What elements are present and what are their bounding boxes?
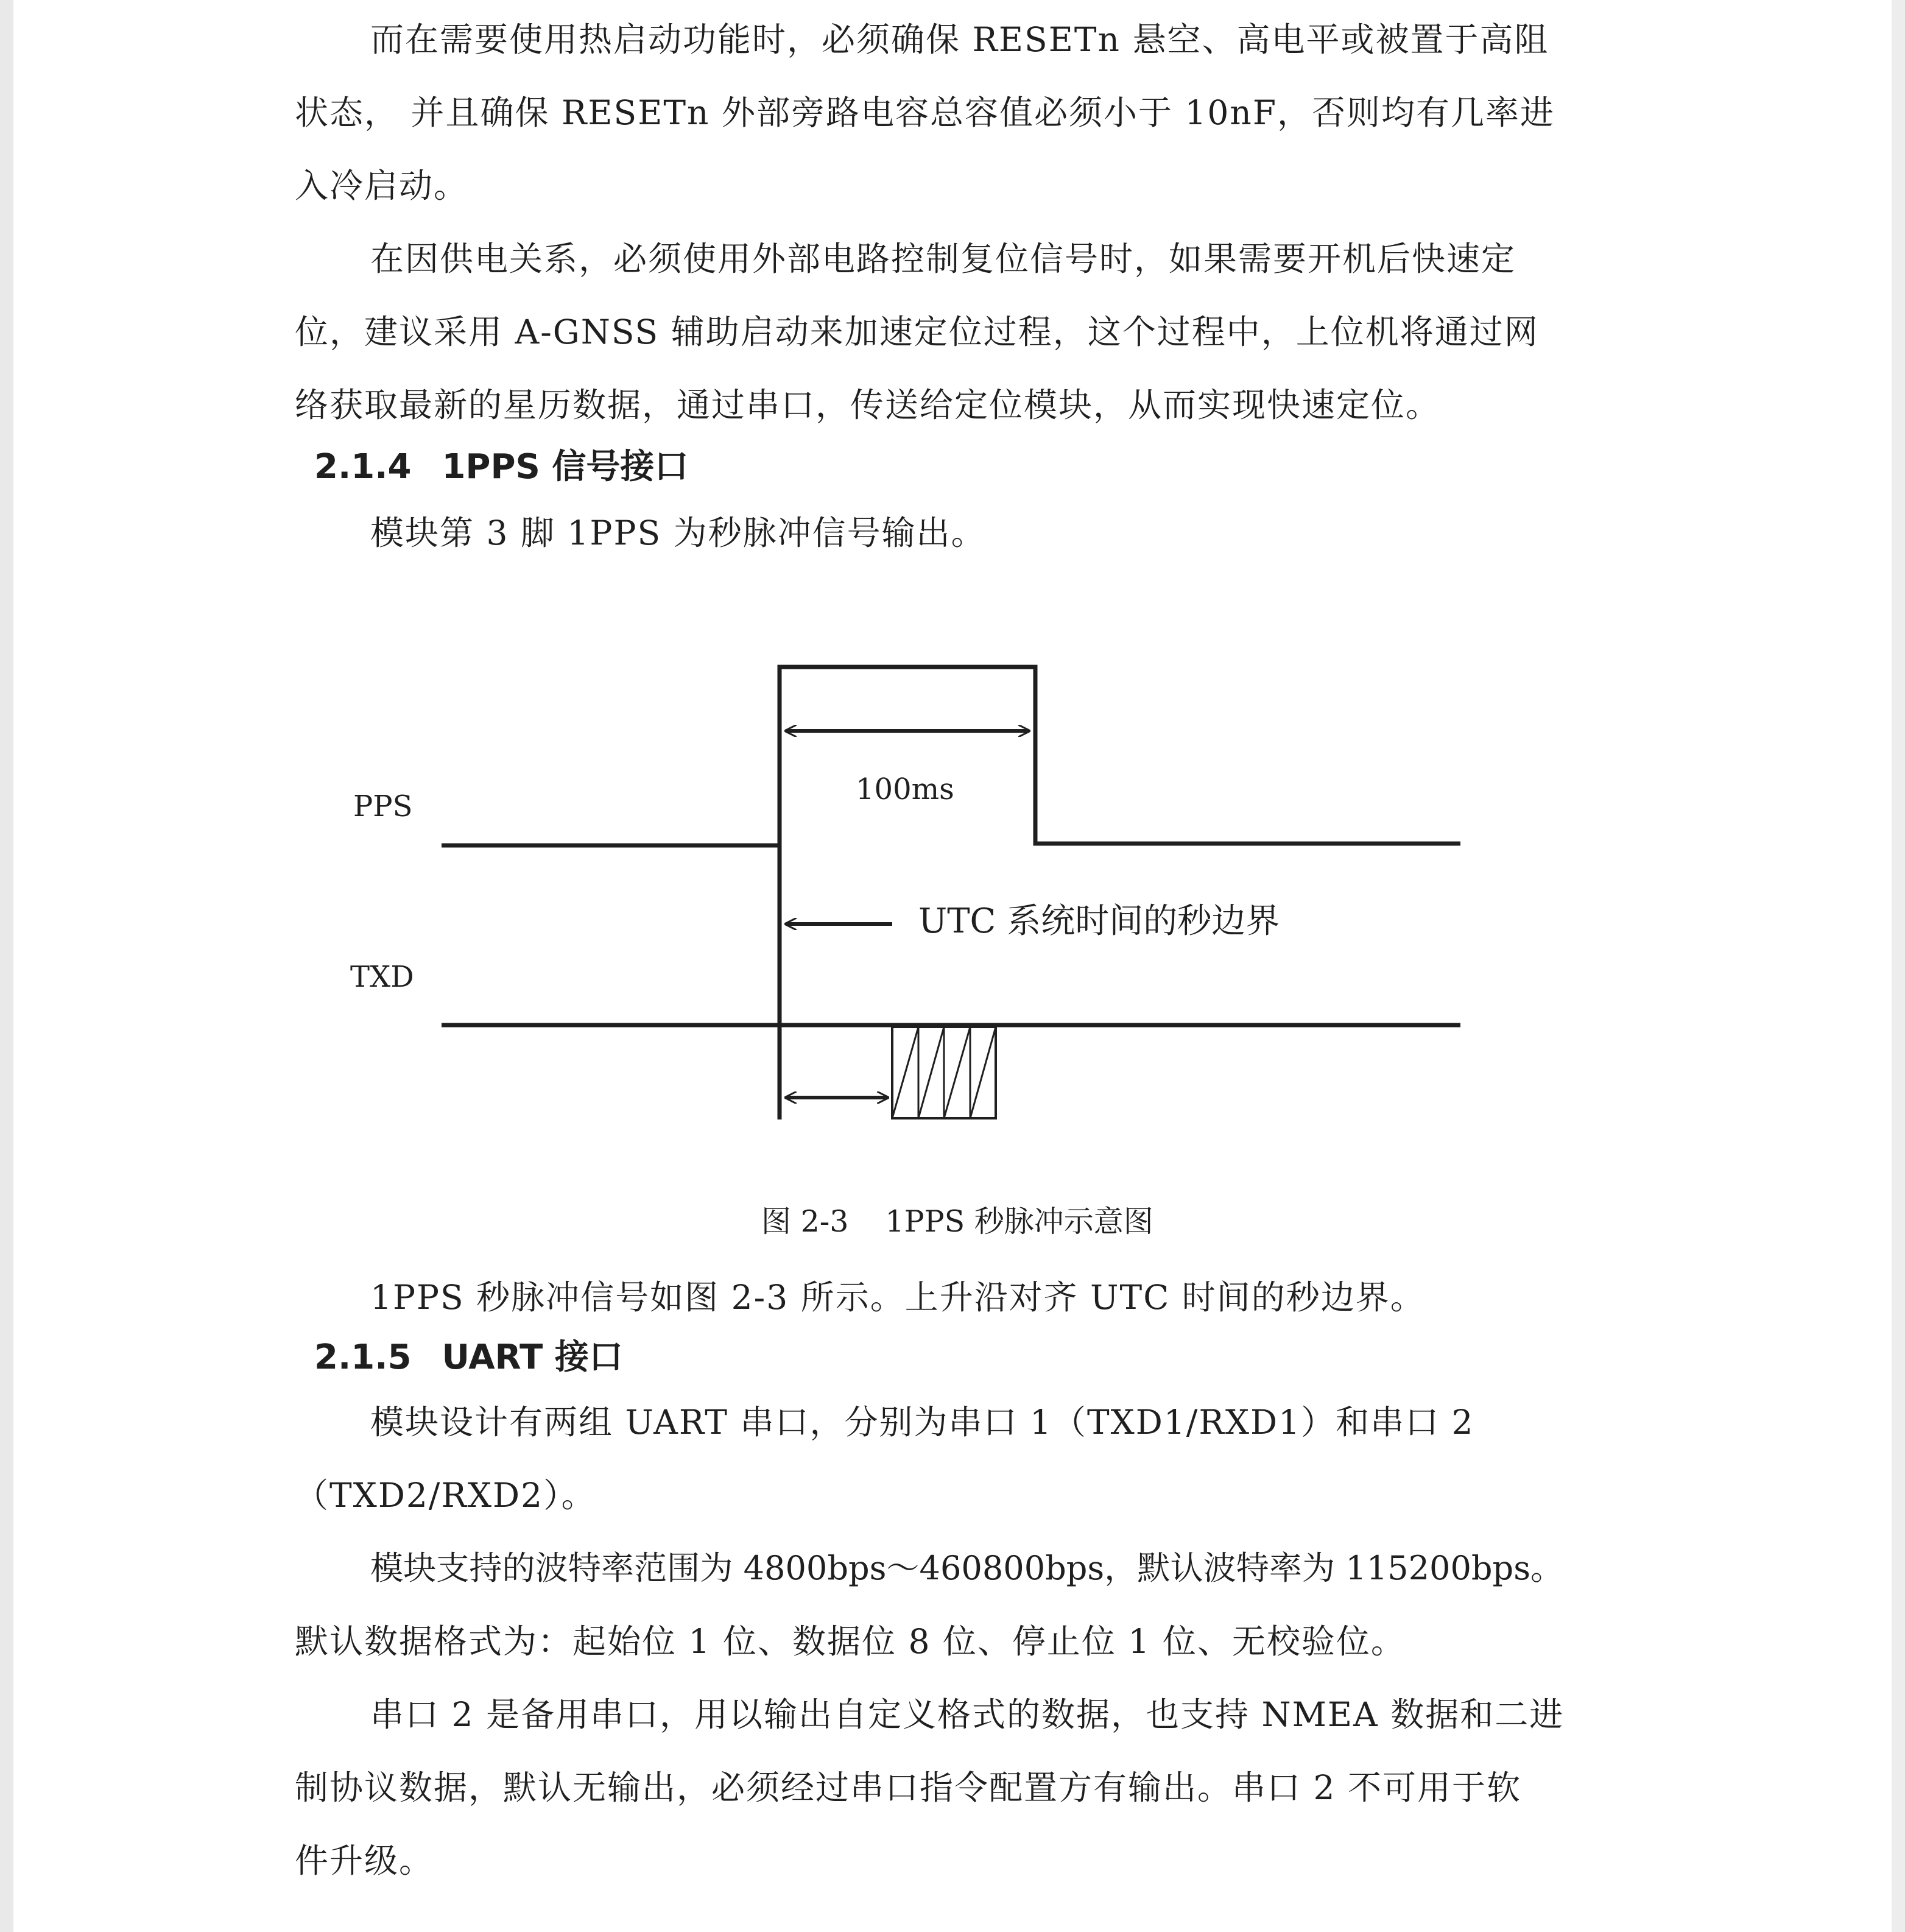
paragraph-5-line-2: （TXD2/RXD2）。 <box>295 1476 596 1515</box>
section-title: UART 接口 <box>442 1338 623 1377</box>
paragraph-2-line-2: 位，建议采用 A-GNSS 辅助启动来加速定位过程，这个过程中，上位机将通过网 <box>295 312 1539 351</box>
paragraph-7-line-1: 串口 2 是备用串口，用以输出自定义格式的数据，也支持 NMEA 数据和二进 <box>370 1695 1565 1734</box>
txd-label: TXD <box>350 960 414 994</box>
pulse-width-label: 100ms <box>856 772 954 806</box>
paragraph-1-line-1: 而在需要使用热启动功能时，必须确保 RESETn 悬空、高电平或被置于高阻 <box>370 20 1549 59</box>
utc-boundary-label: UTC 系统时间的秒边界 <box>918 901 1280 941</box>
paragraph-2-line-3: 络获取最新的星历数据，通过串口，传送给定位模块，从而实现快速定位。 <box>295 386 1441 425</box>
paragraph-3: 模块第 3 脚 1PPS 为秒脉冲信号输出。 <box>370 513 986 552</box>
section-number: 2.1.5 <box>314 1338 412 1377</box>
section-number: 2.1.4 <box>314 447 412 487</box>
txd-data-burst <box>892 1027 996 1118</box>
paragraph-4: 1PPS 秒脉冲信号如图 2-3 所示。上升沿对齐 UTC 时间的秒边界。 <box>370 1278 1425 1317</box>
section-heading-2-1-5 <box>314 1336 623 1379</box>
figure-caption <box>761 1204 1153 1240</box>
paragraph-5-line-1: 模块设计有两组 UART 串口，分别为串口 1（TXD1/RXD1）和串口 2 <box>370 1403 1474 1442</box>
pps-timing-diagram <box>329 640 1498 1151</box>
figure-title: 1PPS 秒脉冲示意图 <box>885 1204 1153 1239</box>
figure-number: 图 2-3 <box>761 1204 849 1239</box>
pps-label: PPS <box>353 789 413 823</box>
pps-waveform <box>442 667 1460 845</box>
paragraph-2-line-1: 在因供电关系，必须使用外部电路控制复位信号时，如果需要开机后快速定 <box>370 239 1516 278</box>
section-title: 1PPS 信号接口 <box>442 447 689 487</box>
paragraph-6-line-2: 默认数据格式为：起始位 1 位、数据位 8 位、停止位 1 位、无校验位。 <box>295 1622 1406 1661</box>
paragraph-1-line-2: 状态， 并且确保 RESETn 外部旁路电容总容值必须小于 10nF，否则均有几率进 <box>295 93 1555 132</box>
paragraph-1-line-3: 入冷启动。 <box>295 166 469 205</box>
paragraph-6-line-1: 模块支持的波特率范围为 4800bps～460800bps，默认波特率为 115200bps。 <box>370 1549 1564 1587</box>
section-heading-2-1-4 <box>314 446 688 488</box>
paragraph-7-line-2: 制协议数据，默认无输出，必须经过串口指令配置方有输出。串口 2 不可用于软 <box>295 1768 1521 1807</box>
paragraph-7-line-3: 件升级。 <box>295 1841 434 1880</box>
